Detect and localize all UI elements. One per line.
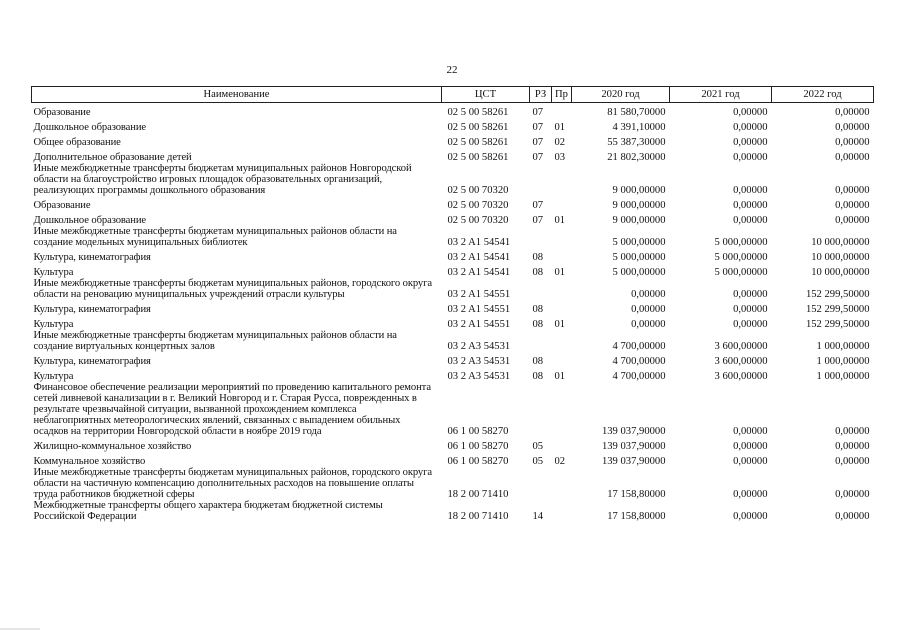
row-name: Общее образование: [33, 136, 121, 148]
row-rz: 08: [532, 266, 544, 278]
row-cst: 03 2 A1 54551: [447, 318, 511, 330]
row-name: Культура: [33, 370, 74, 382]
table-row: [32, 211, 874, 226]
row-cst: 02 5 00 70320: [447, 184, 509, 196]
row-name: Иные межбюджетные трансферты бюджетам муниципальных районов Новгородской области на благоустройство игровых площадок образовательных организаций, реализующих программы дошкольного образования: [33, 162, 412, 196]
scan-edge-mark: [0, 628, 40, 630]
row-cst: 03 2 A1 54551: [447, 303, 511, 315]
row-amount-2021: 5 000,00000: [714, 236, 768, 248]
row-name: Иные межбюджетные трансферты бюджетам муниципальных районов области на создание виртуальных концертных залов: [33, 329, 397, 352]
row-cst: 03 2 A1 54541: [447, 251, 511, 263]
row-pr: [552, 103, 572, 118]
row-pr: [552, 163, 572, 196]
row-name: Образование: [33, 199, 91, 211]
row-pr: 01: [554, 370, 566, 382]
table-row: [32, 382, 874, 437]
row-name: Культура: [33, 318, 74, 330]
row-amount-2020: 81 580,70000: [607, 106, 666, 118]
row-pr: 02: [554, 455, 566, 467]
header-cst: ЦСТ: [442, 87, 530, 103]
row-amount-2020: 0,00000: [631, 288, 666, 300]
row-cst: 02 5 00 58261: [447, 106, 509, 118]
row-rz: 05: [532, 455, 544, 467]
row-cst: 02 5 00 58261: [447, 121, 509, 133]
header-2022: 2022 год: [772, 87, 874, 103]
row-amount-2021: 0,00000: [733, 106, 768, 118]
table-row: [32, 163, 874, 196]
row-amount-2020: 17 158,80000: [607, 510, 666, 522]
row-amount-2022: 152 299,50000: [805, 303, 870, 315]
row-amount-2021: 0,00000: [733, 318, 768, 330]
table-row: [32, 118, 874, 133]
header-rz: РЗ: [530, 87, 552, 103]
row-amount-2022: 152 299,50000: [805, 318, 870, 330]
row-rz: [530, 467, 552, 500]
row-amount-2020: 9 000,00000: [612, 184, 666, 196]
row-name: Культура, кинематография: [33, 251, 151, 263]
table-row: [32, 226, 874, 248]
row-amount-2020: 4 700,00000: [612, 340, 666, 352]
row-amount-2021: 0,00000: [733, 121, 768, 133]
row-rz: [530, 163, 552, 196]
row-rz: 14: [532, 510, 544, 522]
row-cst: 03 2 A3 54531: [447, 370, 511, 382]
row-name: Культура, кинематография: [33, 303, 151, 315]
row-pr: [552, 467, 572, 500]
row-cst: 03 2 A3 54531: [447, 355, 511, 367]
row-amount-2021: 0,00000: [733, 455, 768, 467]
row-name: Культура, кинематография: [33, 355, 151, 367]
row-amount-2022: 0,00000: [835, 214, 870, 226]
row-amount-2022: 1 000,00000: [816, 370, 870, 382]
row-amount-2021: 5 000,00000: [714, 266, 768, 278]
row-rz: [530, 330, 552, 352]
header-2020: 2020 год: [572, 87, 670, 103]
row-pr: [552, 382, 572, 437]
row-name: Образование: [33, 106, 91, 118]
budget-table: [31, 86, 874, 522]
row-amount-2020: 21 802,30000: [607, 151, 666, 163]
table-row: [32, 148, 874, 163]
table-row: [32, 367, 874, 382]
row-name: Финансовое обеспечение реализации мероприятий по проведению капитального ремонта сетей ливневой канализации в г. Великий Новгород и г. Старая Русса, поврежденных в результате чрезвычайной ситуации, вызванной прохождением комплекса неблагоприятных метеорологических явлений, связанных с выпадением обильных осадков на территории Новгородской области в ноябре 2019 года: [33, 381, 431, 437]
row-amount-2020: 17 158,80000: [607, 488, 666, 500]
table-row: [32, 278, 874, 300]
row-amount-2020: 5 000,00000: [612, 266, 666, 278]
row-amount-2022: 1 000,00000: [816, 340, 870, 352]
row-name: Иные межбюджетные трансферты бюджетам муниципальных районов области на создание модельных муниципальных библиотек: [33, 225, 397, 248]
row-rz: 07: [532, 106, 544, 118]
row-cst: 18 2 00 71410: [447, 510, 509, 522]
row-amount-2022: 1 000,00000: [816, 355, 870, 367]
row-pr: [552, 300, 572, 315]
row-name: Дошкольное образование: [33, 121, 147, 133]
row-amount-2020: 5 000,00000: [612, 236, 666, 248]
table-row: [32, 500, 874, 522]
row-name: Иные межбюджетные трансферты бюджетам муниципальных районов, городского округа области на реновацию муниципальных учреждений отрасли культуры: [33, 277, 432, 300]
row-rz: 08: [532, 370, 544, 382]
row-amount-2020: 0,00000: [631, 303, 666, 315]
table-row: [32, 263, 874, 278]
row-amount-2020: 4 391,10000: [612, 121, 666, 133]
row-pr: 02: [554, 136, 566, 148]
row-name: Дошкольное образование: [33, 214, 147, 226]
row-rz: [530, 226, 552, 248]
row-amount-2022: 0,00000: [835, 440, 870, 452]
row-cst: 06 1 00 58270: [447, 440, 509, 452]
row-amount-2021: 3 600,00000: [714, 355, 768, 367]
row-amount-2021: 3 600,00000: [714, 370, 768, 382]
row-cst: 02 5 00 70320: [447, 214, 509, 226]
row-rz: 08: [532, 355, 544, 367]
row-amount-2022: 0,00000: [835, 488, 870, 500]
row-amount-2021: 0,00000: [733, 199, 768, 211]
row-rz: 08: [532, 251, 544, 263]
row-amount-2020: 139 037,90000: [601, 425, 666, 437]
row-pr: [552, 330, 572, 352]
row-pr: 01: [554, 214, 566, 226]
table-row: [32, 330, 874, 352]
row-amount-2020: 4 700,00000: [612, 370, 666, 382]
row-amount-2021: 3 600,00000: [714, 340, 768, 352]
table-row: [32, 103, 874, 118]
page-number: 22: [446, 64, 458, 76]
row-amount-2021: 0,00000: [733, 214, 768, 226]
row-amount-2021: 0,00000: [733, 425, 768, 437]
row-pr: [552, 196, 572, 211]
row-rz: 07: [532, 136, 544, 148]
row-amount-2022: 10 000,00000: [811, 236, 870, 248]
row-amount-2021: 0,00000: [733, 303, 768, 315]
row-cst: 18 2 00 71410: [447, 488, 509, 500]
header-pr: Пр: [552, 87, 572, 103]
row-name: Жилищно-коммунальное хозяйство: [33, 440, 192, 452]
row-cst: 02 5 00 58261: [447, 136, 509, 148]
row-amount-2022: 0,00000: [835, 510, 870, 522]
row-amount-2021: 0,00000: [733, 440, 768, 452]
row-pr: 01: [554, 121, 566, 133]
row-amount-2020: 4 700,00000: [612, 355, 666, 367]
table-row: [32, 248, 874, 263]
row-name: Коммунальное хозяйство: [33, 455, 146, 467]
row-cst: 06 1 00 58270: [447, 455, 509, 467]
row-cst: 02 5 00 58261: [447, 151, 509, 163]
row-amount-2021: 0,00000: [733, 151, 768, 163]
row-amount-2022: 0,00000: [835, 199, 870, 211]
row-rz: 07: [532, 151, 544, 163]
row-amount-2020: 139 037,90000: [601, 440, 666, 452]
row-rz: 07: [532, 214, 544, 226]
row-amount-2021: 0,00000: [733, 184, 768, 196]
row-amount-2020: 139 037,90000: [601, 455, 666, 467]
row-amount-2022: 0,00000: [835, 106, 870, 118]
table-row: [32, 133, 874, 148]
row-name: Иные межбюджетные трансферты бюджетам муниципальных районов, городского округа области на частичную компенсацию дополнительных расходов на повышение оплаты труда работников бюджетной сферы: [33, 466, 432, 500]
row-pr: [552, 352, 572, 367]
row-name: Межбюджетные трансферты общего характера бюджетам бюджетной системы Российской Федерации: [33, 499, 383, 522]
table-row: [32, 437, 874, 452]
row-amount-2022: 10 000,00000: [811, 251, 870, 263]
table-row: [32, 452, 874, 467]
row-amount-2020: 9 000,00000: [612, 214, 666, 226]
row-rz: [530, 278, 552, 300]
row-rz: 08: [532, 303, 544, 315]
row-amount-2022: 152 299,50000: [805, 288, 870, 300]
row-rz: 08: [532, 318, 544, 330]
table-row: [32, 467, 874, 500]
row-cst: 03 2 A1 54541: [447, 236, 511, 248]
row-pr: [552, 278, 572, 300]
row-rz: 07: [532, 199, 544, 211]
row-amount-2022: 0,00000: [835, 121, 870, 133]
row-amount-2022: 0,00000: [835, 425, 870, 437]
row-amount-2021: 0,00000: [733, 510, 768, 522]
row-pr: 01: [554, 266, 566, 278]
row-rz: 05: [532, 440, 544, 452]
table-row: [32, 352, 874, 367]
table-header-row: [32, 87, 874, 103]
row-pr: [552, 248, 572, 263]
row-amount-2022: 0,00000: [835, 184, 870, 196]
table-row: [32, 196, 874, 211]
row-pr: [552, 500, 572, 522]
row-cst: 02 5 00 70320: [447, 199, 509, 211]
table-row: [32, 315, 874, 330]
row-pr: [552, 437, 572, 452]
row-amount-2020: 0,00000: [631, 318, 666, 330]
row-amount-2021: 0,00000: [733, 488, 768, 500]
header-2021: 2021 год: [670, 87, 772, 103]
row-pr: 03: [554, 151, 566, 163]
row-amount-2021: 0,00000: [733, 136, 768, 148]
row-rz: [530, 382, 552, 437]
row-amount-2022: 0,00000: [835, 136, 870, 148]
row-amount-2022: 10 000,00000: [811, 266, 870, 278]
table-row: [32, 300, 874, 315]
row-pr: [552, 226, 572, 248]
row-cst: 03 2 A3 54531: [447, 340, 511, 352]
row-amount-2021: 5 000,00000: [714, 251, 768, 263]
row-amount-2021: 0,00000: [733, 288, 768, 300]
row-cst: 06 1 00 58270: [447, 425, 509, 437]
row-name: Культура: [33, 266, 74, 278]
row-cst: 03 2 A1 54551: [447, 288, 511, 300]
row-rz: 07: [532, 121, 544, 133]
header-name: Наименование: [32, 87, 442, 103]
row-amount-2020: 55 387,30000: [607, 136, 666, 148]
row-amount-2022: 0,00000: [835, 455, 870, 467]
row-amount-2020: 9 000,00000: [612, 199, 666, 211]
row-pr: 01: [554, 318, 566, 330]
row-name: Дополнительное образование детей: [33, 151, 192, 163]
row-amount-2020: 5 000,00000: [612, 251, 666, 263]
row-amount-2022: 0,00000: [835, 151, 870, 163]
row-cst: 03 2 A1 54541: [447, 266, 511, 278]
